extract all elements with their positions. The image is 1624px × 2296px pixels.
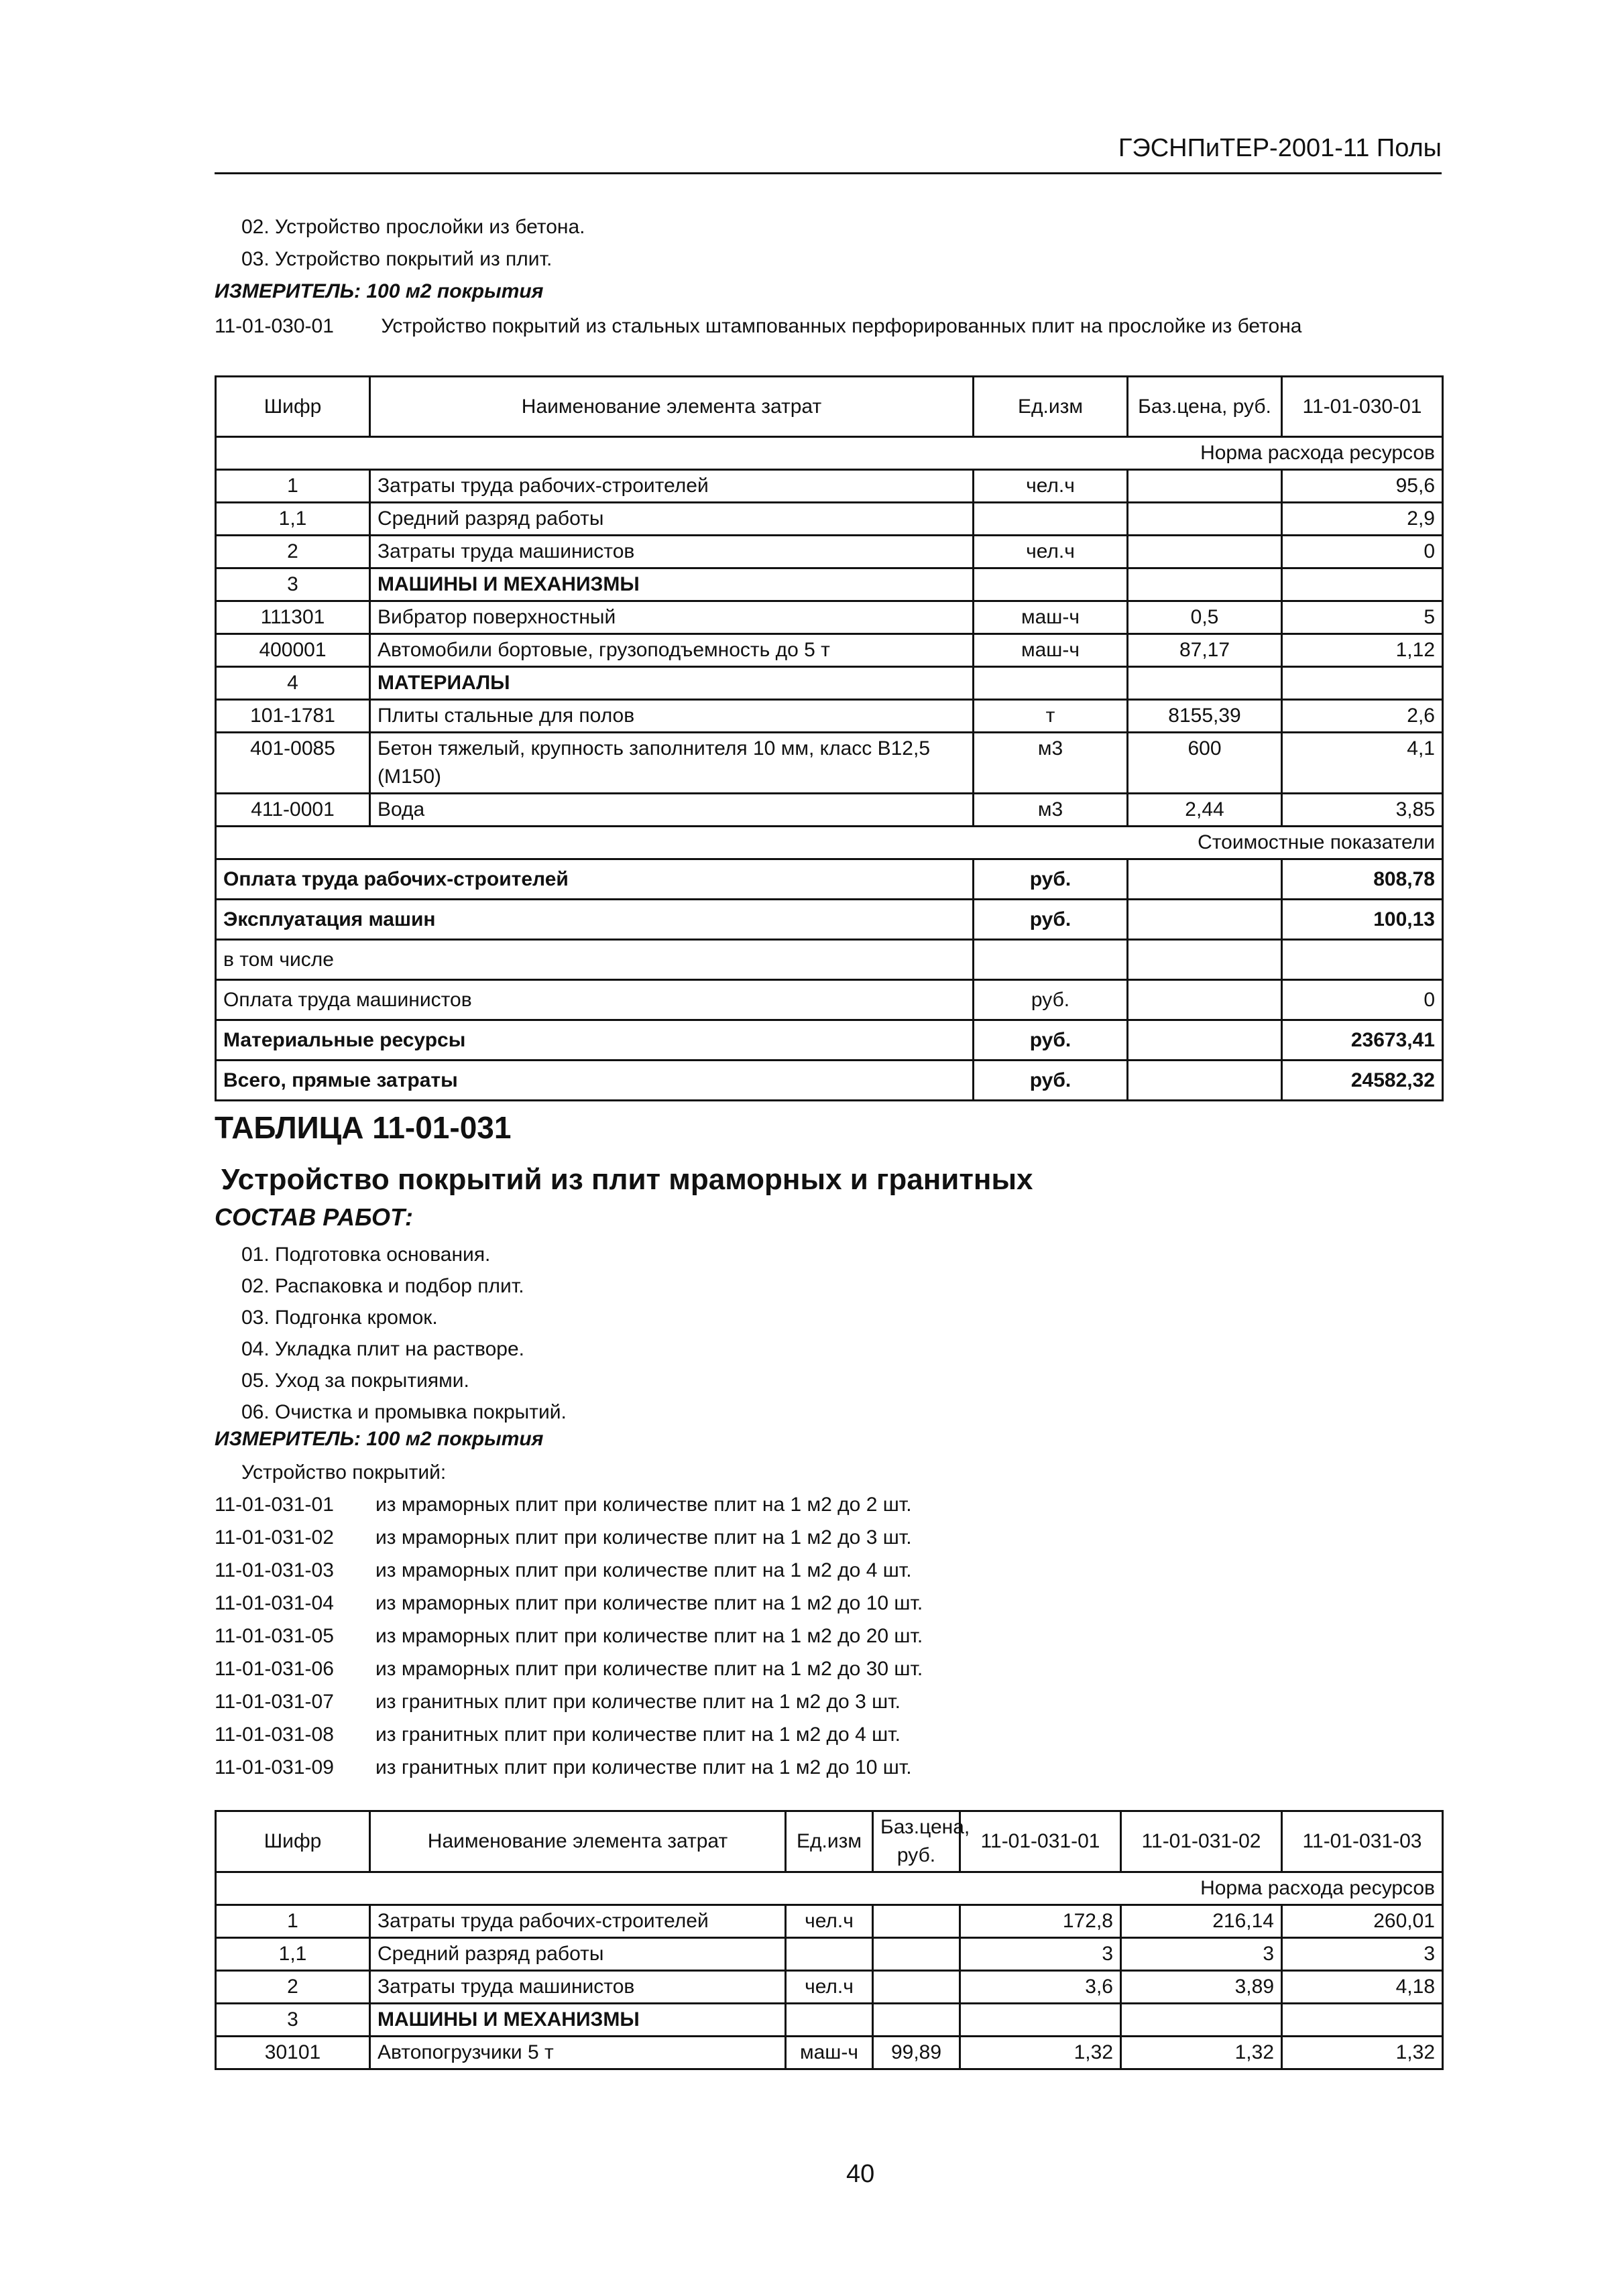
cost-row: [216, 1020, 1443, 1061]
table-row: [216, 536, 1443, 568]
measure-label: ИЗМЕРИТЕЛЬ:: [215, 280, 361, 302]
row-code: 111301: [216, 601, 370, 634]
row-price: 2,44: [1128, 794, 1282, 827]
cost-row: [216, 859, 1443, 900]
header-unit: Ед.изм: [974, 377, 1128, 437]
table-row: [216, 601, 1443, 634]
row-price: 0,5: [1128, 601, 1282, 634]
item-desc: из мраморных плит при количестве плит на 1 м2 до 3 шт.: [375, 1526, 912, 1549]
cost-price: [1128, 940, 1282, 980]
measure-value: 100 м2 покрытия: [366, 280, 544, 302]
item-line: [215, 1658, 923, 1681]
work-item: 02. Устройство прослойки из бетона.: [241, 216, 585, 238]
page-number: 40: [846, 2160, 875, 2188]
row-price: 87,17: [1128, 634, 1282, 667]
table-row: [216, 1938, 1443, 1971]
work-item: 03. Устройство покрытий из плит.: [241, 248, 553, 270]
row-unit: м3: [974, 794, 1128, 827]
cost-value: [1282, 940, 1443, 980]
row-unit: маш-ч: [974, 634, 1128, 667]
cost-price: [1128, 1061, 1282, 1101]
table-row: [216, 470, 1443, 503]
row-name: Вода: [370, 794, 974, 827]
row-code: 1: [216, 470, 370, 503]
measure-value: 100 м2 покрытия: [366, 1428, 544, 1450]
row-code: 101-1781: [216, 700, 370, 733]
row-name: Затраты труда машинистов: [370, 1971, 786, 2004]
row-value: [1282, 568, 1443, 601]
cost-unit: руб.: [974, 859, 1128, 900]
item-desc: Устройство покрытий из стальных штампованных перфорированных плит на прослойке из бетона: [381, 315, 1302, 337]
work-item: 01. Подготовка основания.: [241, 1244, 491, 1266]
cost-name: Оплата труда рабочих-строителей: [216, 859, 974, 900]
header-unit: Ед.изм: [786, 1811, 873, 1872]
item-line: [215, 1625, 923, 1648]
table-row: [216, 503, 1443, 536]
cost-label: Стоимостные показатели: [216, 827, 1443, 859]
cost-value: 0: [1282, 980, 1443, 1020]
row-code: 2: [216, 536, 370, 568]
item-line: [215, 1494, 912, 1516]
row-price: [1128, 503, 1282, 536]
row-value-3: 4,18: [1282, 1971, 1443, 2004]
norms-table-2: [215, 1810, 1444, 2070]
row-value-3: 1,32: [1282, 2037, 1443, 2069]
item-code: 11-01-031-02: [215, 1526, 334, 1549]
row-name: Затраты труда машинистов: [370, 536, 974, 568]
row-code: 2: [216, 1971, 370, 2004]
row-code: 1: [216, 1905, 370, 1938]
cost-row: [216, 1061, 1443, 1101]
row-unit: [786, 1938, 873, 1971]
row-name: Средний разряд работы: [370, 503, 974, 536]
row-unit: т: [974, 700, 1128, 733]
cost-value: 100,13: [1282, 900, 1443, 940]
row-unit: чел.ч: [974, 470, 1128, 503]
row-name: Затраты труда рабочих-строителей: [370, 470, 974, 503]
header-norm-code-3: 11-01-031-03: [1282, 1811, 1443, 1872]
item-desc: из гранитных плит при количестве плит на 1 м2 до 4 шт.: [375, 1724, 901, 1746]
row-value: 2,9: [1282, 503, 1443, 536]
header-price: Баз.цена, руб.: [1128, 377, 1282, 437]
row-price: 99,89: [873, 2037, 960, 2069]
row-value: 95,6: [1282, 470, 1443, 503]
row-value-2: 3: [1121, 1938, 1282, 1971]
row-code: 3: [216, 2004, 370, 2037]
row-value: 0: [1282, 536, 1443, 568]
measure-label: ИЗМЕРИТЕЛЬ:: [215, 1428, 361, 1450]
item-code: 11-01-031-09: [215, 1756, 334, 1778]
header-norm-code-1: 11-01-031-01: [960, 1811, 1121, 1872]
row-value: 3,85: [1282, 794, 1443, 827]
item-code: 11-01-031-03: [215, 1559, 334, 1581]
table-row: [216, 2037, 1443, 2069]
cost-unit: [974, 940, 1128, 980]
row-code: 3: [216, 568, 370, 601]
item-code: 11-01-031-05: [215, 1625, 334, 1647]
cost-unit: руб.: [974, 1061, 1128, 1101]
item-desc: из гранитных плит при количестве плит на 1 м2 до 3 шт.: [375, 1691, 901, 1713]
document-title: ГЭСНПиТЕР-2001-11 Полы: [1118, 134, 1442, 162]
header-norm-code: 11-01-030-01: [1282, 377, 1443, 437]
measure-line: [215, 1428, 543, 1451]
row-name: Затраты труда рабочих-строителей: [370, 1905, 786, 1938]
cost-value: 23673,41: [1282, 1020, 1443, 1061]
item-desc: из мраморных плит при количестве плит на 1 м2 до 4 шт.: [375, 1559, 912, 1581]
table-row: [216, 1905, 1443, 1938]
table-row: [216, 1971, 1443, 2004]
row-value-2: 216,14: [1121, 1905, 1282, 1938]
header-code: Шифр: [216, 377, 370, 437]
cost-value: 808,78: [1282, 859, 1443, 900]
row-unit: [974, 667, 1128, 700]
table-row: [216, 634, 1443, 667]
row-name: Автомобили бортовые, грузоподъемность до 5 т: [370, 634, 974, 667]
row-price: [1128, 568, 1282, 601]
row-unit: [974, 568, 1128, 601]
row-code: 401-0085: [216, 733, 370, 794]
row-value-2: 1,32: [1121, 2037, 1282, 2069]
header-price: Баз.цена, руб.: [873, 1811, 960, 1872]
row-unit: м3: [974, 733, 1128, 794]
cost-value: 24582,32: [1282, 1061, 1443, 1101]
item-line: [215, 1724, 901, 1746]
row-price: 600: [1128, 733, 1282, 794]
item-line: [215, 315, 1301, 338]
cost-price: [1128, 900, 1282, 940]
item-line: [215, 1592, 923, 1615]
row-price: 8155,39: [1128, 700, 1282, 733]
row-price: [1128, 667, 1282, 700]
item-code: 11-01-031-01: [215, 1494, 334, 1516]
item-code: 11-01-031-07: [215, 1691, 334, 1713]
item-line: [215, 1691, 901, 1713]
item-code: 11-01-031-06: [215, 1658, 334, 1680]
row-value: 1,12: [1282, 634, 1443, 667]
cost-row: [216, 980, 1443, 1020]
work-item: 06. Очистка и промывка покрытий.: [241, 1401, 567, 1423]
norm-label: Норма расхода ресурсов: [216, 437, 1443, 470]
row-value: [1282, 667, 1443, 700]
cost-price: [1128, 980, 1282, 1020]
row-price: [873, 2004, 960, 2037]
norm-label: Норма расхода ресурсов: [216, 1872, 1443, 1905]
item-code: 11-01-031-08: [215, 1724, 334, 1746]
row-name: Автопогрузчики 5 т: [370, 2037, 786, 2069]
row-unit: [786, 2004, 873, 2037]
row-code: 30101: [216, 2037, 370, 2069]
row-value-2: [1121, 2004, 1282, 2037]
row-value-1: 3: [960, 1938, 1121, 1971]
item-line: [215, 1756, 912, 1779]
row-name: МАШИНЫ И МЕХАНИЗМЫ: [370, 2004, 786, 2037]
row-name: Средний разряд работы: [370, 1938, 786, 1971]
row-price: [873, 1938, 960, 1971]
cost-name: в том числе: [216, 940, 974, 980]
cost-name: Оплата труда машинистов: [216, 980, 974, 1020]
table-row: [216, 2004, 1443, 2037]
row-value-1: 1,32: [960, 2037, 1121, 2069]
norms-table-1: [215, 375, 1444, 1101]
row-name: МАТЕРИАЛЫ: [370, 667, 974, 700]
row-value-2: 3,89: [1121, 1971, 1282, 2004]
work-item: 04. Укладка плит на растворе.: [241, 1338, 524, 1360]
cost-name: Материальные ресурсы: [216, 1020, 974, 1061]
header-code: Шифр: [216, 1811, 370, 1872]
item-desc: из мраморных плит при количестве плит на 1 м2 до 20 шт.: [375, 1625, 923, 1647]
row-unit: чел.ч: [786, 1905, 873, 1938]
cost-row: [216, 900, 1443, 940]
item-desc: из мраморных плит при количестве плит на 1 м2 до 10 шт.: [375, 1592, 923, 1614]
row-unit: чел.ч: [974, 536, 1128, 568]
row-value-1: [960, 2004, 1121, 2037]
table-row: [216, 733, 1443, 794]
item-desc: из мраморных плит при количестве плит на 1 м2 до 30 шт.: [375, 1658, 923, 1680]
work-item: 03. Подгонка кромок.: [241, 1307, 438, 1329]
row-name: Вибратор поверхностный: [370, 601, 974, 634]
row-price: [1128, 470, 1282, 503]
row-code: 400001: [216, 634, 370, 667]
row-value-1: 172,8: [960, 1905, 1121, 1938]
row-name: Бетон тяжелый, крупность заполнителя 10 мм, класс В12,5 (М150): [370, 733, 974, 794]
item-desc: из мраморных плит при количестве плит на 1 м2 до 2 шт.: [375, 1494, 912, 1516]
row-unit: маш-ч: [974, 601, 1128, 634]
work-composition-heading: СОСТАВ РАБОТ:: [215, 1203, 413, 1231]
row-code: 1,1: [216, 503, 370, 536]
cost-name: Эксплуатация машин: [216, 900, 974, 940]
cost-price: [1128, 1020, 1282, 1061]
row-unit: маш-ч: [786, 2037, 873, 2069]
items-subhead: Устройство покрытий:: [241, 1461, 447, 1484]
cost-row: [216, 940, 1443, 980]
row-unit: [974, 503, 1128, 536]
work-item: 02. Распаковка и подбор плит.: [241, 1275, 524, 1297]
cost-unit: руб.: [974, 1020, 1128, 1061]
item-code: 11-01-031-04: [215, 1592, 334, 1614]
row-value: 2,6: [1282, 700, 1443, 733]
row-value: 4,1: [1282, 733, 1443, 794]
row-code: 1,1: [216, 1938, 370, 1971]
item-line: [215, 1526, 912, 1549]
row-unit: чел.ч: [786, 1971, 873, 2004]
table-title: ТАБЛИЦА 11-01-031: [215, 1110, 512, 1145]
page-header: [215, 134, 1442, 174]
section-title: Устройство покрытий из плит мраморных и гранитных: [221, 1163, 1033, 1196]
item-code: 11-01-030-01: [215, 315, 334, 337]
row-value-3: 260,01: [1282, 1905, 1443, 1938]
header-norm-code-2: 11-01-031-02: [1121, 1811, 1282, 1872]
cost-name: Всего, прямые затраты: [216, 1061, 974, 1101]
cost-price: [1128, 859, 1282, 900]
table-row: [216, 700, 1443, 733]
measure-line: [215, 280, 543, 303]
row-value: 5: [1282, 601, 1443, 634]
row-price: [1128, 536, 1282, 568]
table-row: [216, 794, 1443, 827]
cost-unit: руб.: [974, 980, 1128, 1020]
item-desc: из гранитных плит при количестве плит на 1 м2 до 10 шт.: [375, 1756, 912, 1778]
row-price: [873, 1971, 960, 2004]
row-value-1: 3,6: [960, 1971, 1121, 2004]
row-name: Плиты стальные для полов: [370, 700, 974, 733]
cost-unit: руб.: [974, 900, 1128, 940]
row-code: 411-0001: [216, 794, 370, 827]
row-code: 4: [216, 667, 370, 700]
row-name: МАШИНЫ И МЕХАНИЗМЫ: [370, 568, 974, 601]
row-price: [873, 1905, 960, 1938]
work-item: 05. Уход за покрытиями.: [241, 1370, 469, 1392]
row-value-3: 3: [1282, 1938, 1443, 1971]
table-row: [216, 568, 1443, 601]
table-row: [216, 667, 1443, 700]
header-name: Наименование элемента затрат: [370, 377, 974, 437]
row-value-3: [1282, 2004, 1443, 2037]
item-line: [215, 1559, 912, 1582]
header-name: Наименование элемента затрат: [370, 1811, 786, 1872]
